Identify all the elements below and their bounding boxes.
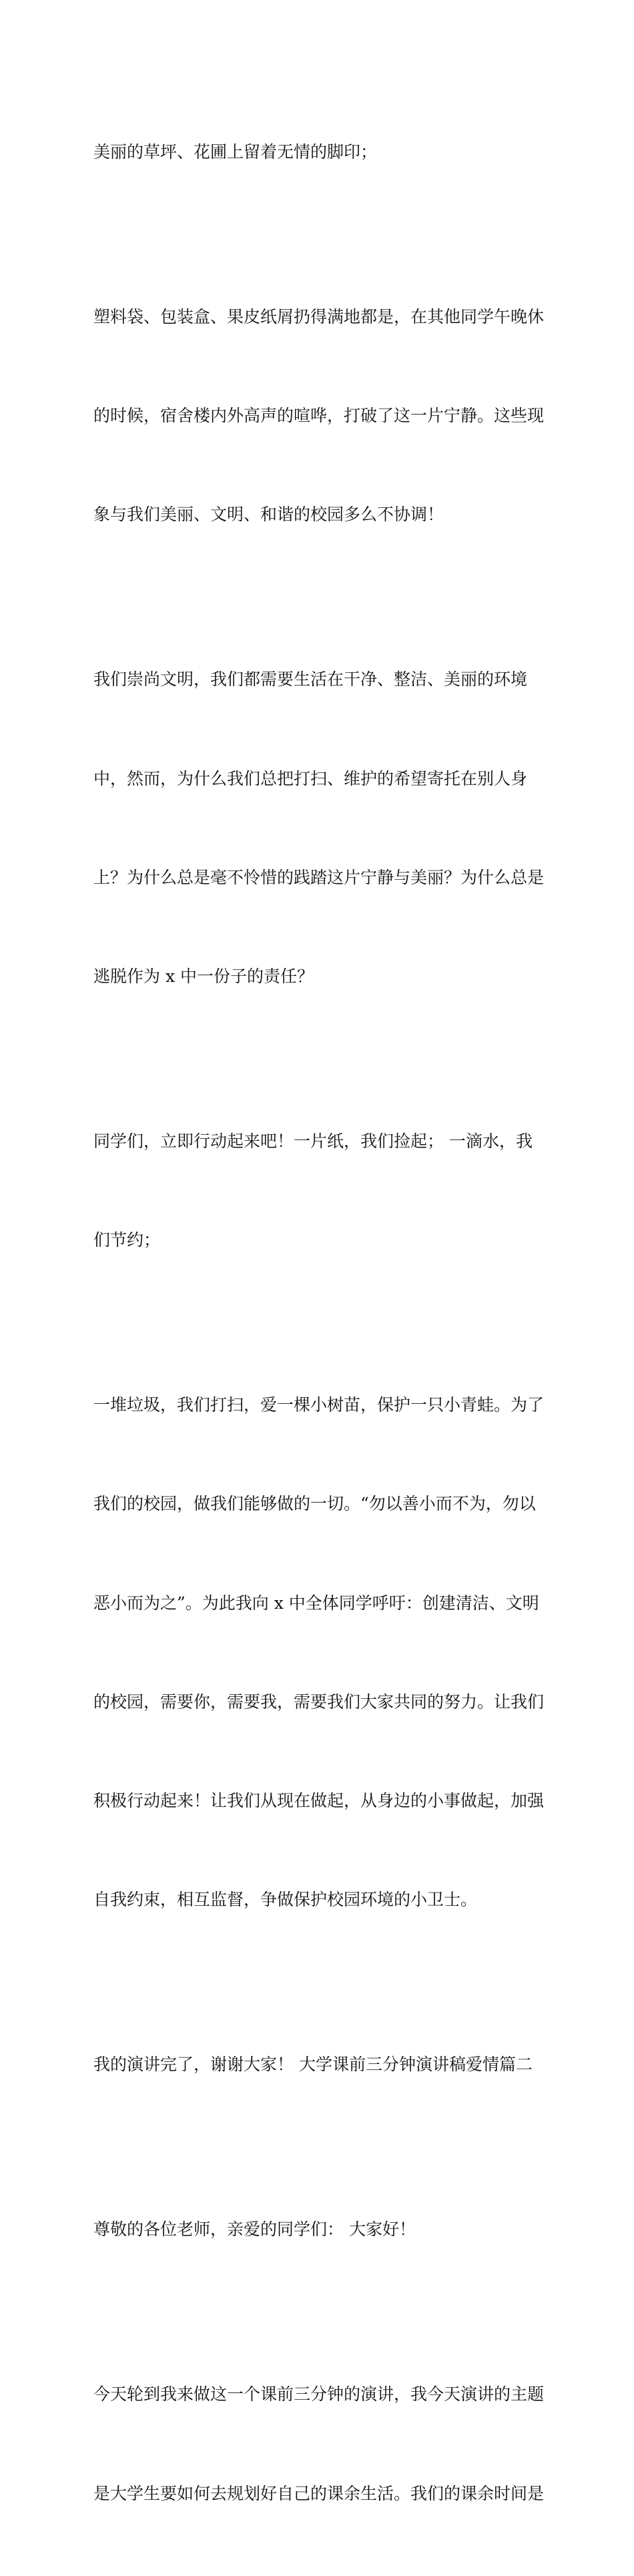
text-line: 中，然而，为什么我们总把打扫、维护的希望寄托在别人身 [93, 768, 528, 788]
text-line: 象与我们美丽、文明、和谐的校园多么不协调！ [93, 505, 444, 525]
text-line: 是大学生要如何去规划好自己的课余生活。我们的课余时间是 [93, 2483, 545, 2503]
paragraph [93, 2312, 554, 2576]
paragraph [93, 1059, 554, 1322]
text-line: 我们的校园，做我们能够做的一切。“勿以善小而不为，勿以 [93, 1494, 536, 1514]
text-line: 我们崇尚文明，我们都需要生活在干净、整洁、美丽的环境 [93, 670, 528, 690]
text-line: 一堆垃圾，我们打扫，爱一棵小树苗，保护一只小青蛙。为了 [93, 1395, 545, 1415]
paragraph [93, 1322, 554, 1982]
document-body [93, 69, 554, 2576]
text-line: 积极行动起来！让我们从现在做起，从身边的小事做起，加强 [93, 1791, 545, 1811]
paragraph [93, 1983, 554, 2147]
text-line: 美丽的草坪、花圃上留着无情的脚印； [93, 142, 378, 162]
text-line: 尊敬的各位老师，亲爱的同学们： 大家好！ [93, 2220, 416, 2240]
text-line: 我的演讲完了，谢谢大家！ 大学课前三分钟演讲稿爱情篇二 [93, 2055, 533, 2075]
text-line: 自我约束，相互监督，争做保护校园环境的小卫士。 [93, 1890, 478, 1910]
paragraph [93, 597, 554, 1059]
text-line: 塑料袋、包装盒、果皮纸屑扔得满地都是，在其他同学午晚休 [93, 306, 545, 326]
text-line: 的校园，需要你，需要我，需要我们大家共同的努力。让我们 [93, 1692, 545, 1712]
paragraph [93, 69, 554, 234]
text-line: 的时候，宿舍楼内外高声的喧哗，打破了这一片宁静。这些现 [93, 406, 545, 426]
text-line: 今天轮到我来做这一个课前三分钟的演讲，我今天演讲的主题 [93, 2384, 545, 2404]
paragraph [93, 234, 554, 597]
text-line: 恶小而为之”。为此我向 x 中全体同学呼吁：创建清洁、文明 [93, 1593, 539, 1613]
text-line: 逃脱作为 x 中一份子的责任？ [93, 966, 314, 986]
text-line: 上？为什么总是毫不怜惜的践踏这片宁静与美丽？为什么总是 [93, 867, 545, 887]
text-line: 们节约； [93, 1230, 161, 1250]
paragraph [93, 2147, 554, 2312]
text-line: 同学们，立即行动起来吧！一片纸，我们捡起； 一滴水，我 [93, 1131, 533, 1151]
